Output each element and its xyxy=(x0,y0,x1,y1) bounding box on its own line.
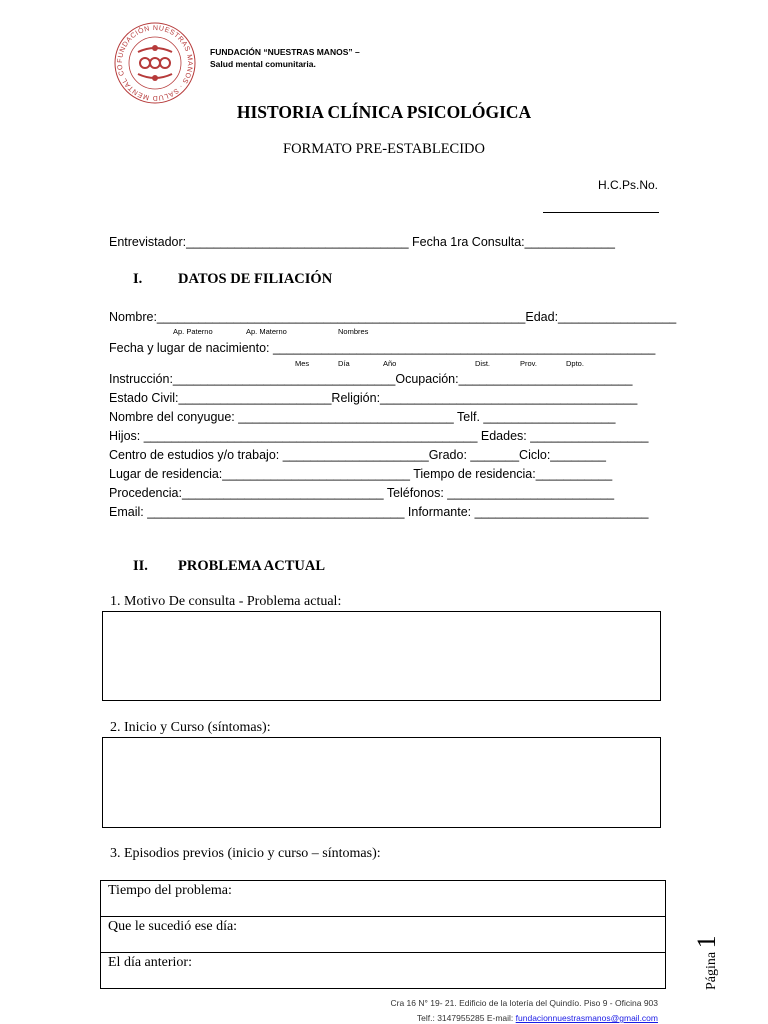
study-center-line[interactable]: Centro de estudios y/o trabajo: _____________________Grado: _______Ciclo:________ xyxy=(109,448,606,462)
civil-status-line[interactable]: Estado Civil:______________________Religión:_____________________________________ xyxy=(109,391,638,405)
sub-dpto: Dpto. xyxy=(566,359,584,368)
footer-phone: Telf.: 3147955285 E-mail: xyxy=(416,1013,516,1023)
footer-email-link[interactable]: fundacionnuestrasmanos@gmail.com xyxy=(515,1013,658,1023)
row-que-sucedio[interactable]: Que le sucedió ese día: xyxy=(101,917,666,953)
footer-contact xyxy=(417,1013,658,1023)
table-row[interactable] xyxy=(101,953,666,989)
name-line[interactable]: Nombre:_____________________________________________________Edad:_________________ xyxy=(109,310,677,324)
sub-dist: Dist. xyxy=(475,359,490,368)
org-line-2: Salud mental comunitaria. xyxy=(210,59,316,69)
row-dia-anterior[interactable]: El día anterior: xyxy=(101,953,666,989)
hcps-label: H.C.Ps.No. xyxy=(597,178,658,192)
residence-line[interactable]: Lugar de residencia:___________________________ Tiempo de residencia:___________ xyxy=(109,467,613,481)
hcps-number-field[interactable] xyxy=(543,198,659,213)
origin-line[interactable]: Procedencia:_____________________________ Teléfonos: ________________________ xyxy=(109,486,615,500)
question-2-label: 2. Inicio y Curso (síntomas): xyxy=(110,720,271,735)
footer-address: Cra 16 N° 19- 21. Edificio de la lotería del Quindío. Piso 9 - Oficina 903 xyxy=(390,998,658,1008)
previous-episodes-table xyxy=(100,880,666,989)
instruction-line[interactable]: Instrucción:________________________________Ocupación:_________________________ xyxy=(109,372,633,386)
birth-line[interactable]: Fecha y lugar de nacimiento: _______________________________________________________ xyxy=(109,341,656,355)
row-tiempo-problema[interactable]: Tiempo del problema: xyxy=(101,881,666,917)
table-row[interactable] xyxy=(101,917,666,953)
sub-prov: Prov. xyxy=(520,359,537,368)
sub-ap-materno: Ap. Materno xyxy=(246,327,287,336)
sub-dia: Día xyxy=(338,359,350,368)
section-1-title: DATOS DE FILIACIÓN xyxy=(178,271,333,287)
page-label: Página xyxy=(704,951,719,990)
question-2-answer-box[interactable] xyxy=(102,737,661,828)
sub-ap-paterno: Ap. Paterno xyxy=(173,327,213,336)
children-line[interactable]: Hijos: ________________________________________________ Edades: _________________ xyxy=(109,429,649,443)
section-problema-actual xyxy=(133,558,325,575)
email-line[interactable]: Email: _____________________________________ Informante: _________________________ xyxy=(109,505,649,519)
sub-nombres: Nombres xyxy=(338,327,369,336)
foundation-logo xyxy=(112,20,198,106)
logo-ring-text: FUNDACIÓN NUESTRAS MANOS · SALUD MENTAL CO xyxy=(116,24,194,102)
interviewer-line[interactable]: Entrevistador:________________________________ Fecha 1ra Consulta:_____________ xyxy=(109,235,615,249)
section-2-title: PROBLEMA ACTUAL xyxy=(178,558,326,574)
table-row[interactable] xyxy=(101,881,666,917)
section-1-number: I. xyxy=(133,271,143,287)
question-1-answer-box[interactable] xyxy=(102,611,661,701)
page-number-value: 1 xyxy=(692,935,721,949)
sub-mes: Mes xyxy=(295,359,310,368)
organization-name xyxy=(210,46,360,70)
document-title: HISTORIA CLÍNICA PSICOLÓGICA xyxy=(236,102,532,122)
question-3-label: 3. Episodios previos (inicio y curso – síntomas): xyxy=(110,846,381,861)
spouse-line[interactable]: Nombre del conyugue: _______________________________ Telf. ___________________ xyxy=(109,410,616,424)
question-1-label: 1. Motivo De consulta - Problema actual: xyxy=(110,594,342,609)
sub-ano: Año xyxy=(383,359,397,368)
document-subtitle: FORMATO PRE-ESTABLECIDO xyxy=(283,141,485,157)
section-2-number: II. xyxy=(133,558,148,574)
org-line-1: FUNDACIÓN “NUESTRAS MANOS” – xyxy=(210,47,360,57)
page-number xyxy=(692,930,752,990)
section-datos-filiacion xyxy=(133,271,332,288)
